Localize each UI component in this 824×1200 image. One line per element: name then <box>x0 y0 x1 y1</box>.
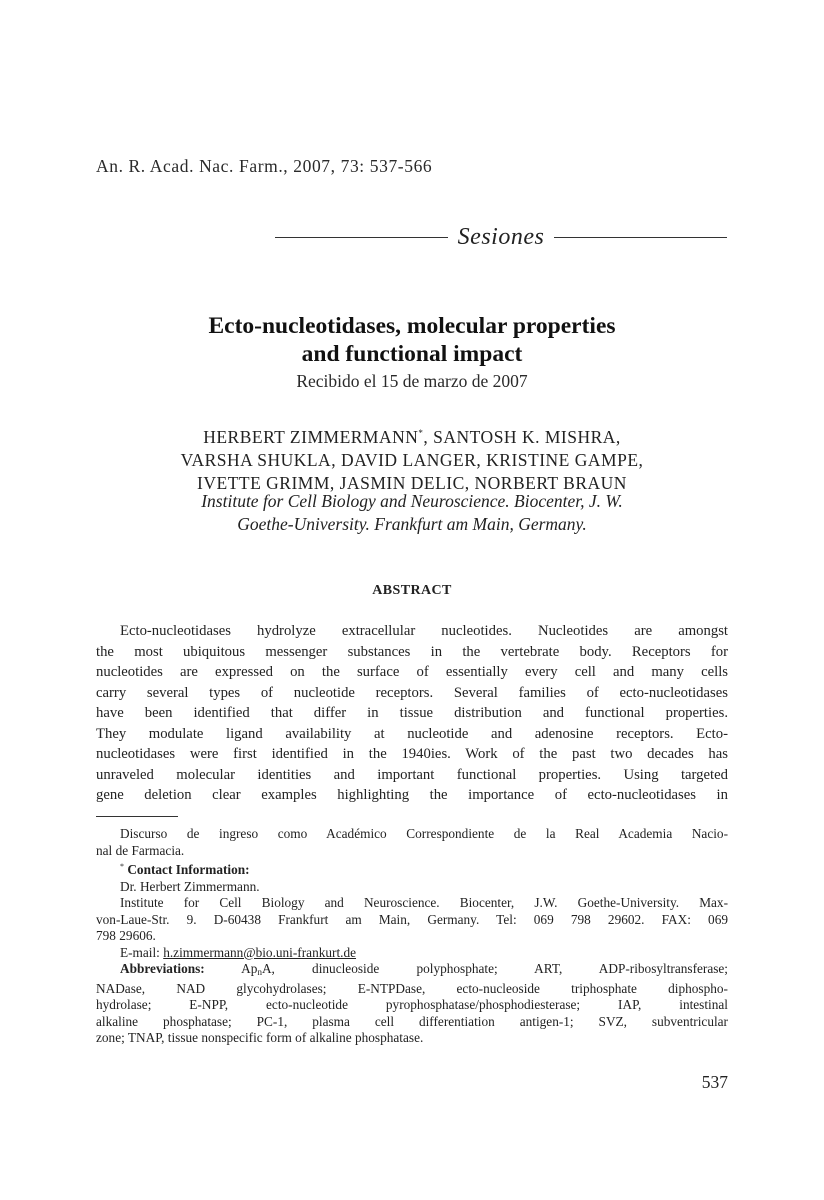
email-label: E-mail: <box>120 944 164 960</box>
footnote-address-line-1: Institute for Cell Biology and Neuroscience. Biocenter, J.W. Goethe-University. Max- <box>120 895 728 910</box>
abstract-line: unraveled molecular identities and important functional properties. Using targeted <box>96 766 728 783</box>
affiliation-line-2: Goethe-University. Frankfurt am Main, Germany. <box>237 514 587 534</box>
footnote-contact-heading <box>96 859 728 879</box>
footnote-abbrev-line-3: hydrolase; E-NPP, ecto-nucleotide pyrophosphatase/phosphodiesterase; IAP, intestinal <box>96 997 728 1012</box>
footnote-contact-name: Dr. Herbert Zimmermann. <box>120 878 260 894</box>
abstract-line: have been identified that differ in tissue distribution and functional properties. <box>96 705 728 721</box>
section-label: Sesiones <box>457 223 545 250</box>
author-first: HERBERT ZIMMERMANN <box>203 427 419 447</box>
contact-heading-text: Contact Information: <box>127 862 250 877</box>
authors-line-1 <box>96 422 728 449</box>
received-date: Recibido el 15 de marzo de 2007 <box>296 371 528 391</box>
affiliation-line-1: Institute for Cell Biology and Neuroscience. Biocenter, J. W. <box>201 491 623 511</box>
abstract-heading: ABSTRACT <box>372 583 452 598</box>
email-link[interactable]: h.zimmermann@bio.uni-frankurt.de <box>163 944 357 960</box>
author-asterisk: * <box>418 428 424 438</box>
abstract-line: nucleotides are expressed on the surface of essentially every cell and many cells <box>96 664 728 680</box>
section-header <box>275 222 727 252</box>
abstract-body <box>96 621 728 806</box>
footnote-abbrev-line-4: alkaline phosphatase; PC-1, plasma cell differentiation antigen-1; SVZ, subventricular <box>96 1013 728 1029</box>
article-title-block <box>96 312 728 392</box>
footnote-abbrev-line-2: NADase, NAD glycohydrolases; E-NTPDase, ecto-nucleoside triphosphate diphospho- <box>96 980 728 996</box>
affiliation <box>96 490 728 536</box>
authors-line-1-rest: , SANTOSH K. MISHRA, <box>423 427 621 447</box>
footnote-abbrev-line-5: zone; TNAP, tissue nonspecific form of alkaline phosphatase. <box>96 1030 424 1045</box>
abbrev-heading: Abbreviations: <box>120 961 205 976</box>
article-title-line-2: and functional impact <box>301 341 523 367</box>
footnote-discurso-line-1: Discurso de ingreso como Académico Correspondiente de la Real Academia Nacio- <box>120 826 728 841</box>
abstract-line: They modulate ligand availability at nucleotide and adenosine receptors. Ecto- <box>96 725 728 742</box>
abstract-line: nucleotidases were first identified in the 1940ies. Work of the past two decades has <box>96 746 728 762</box>
authors <box>96 422 728 495</box>
abbrev-ap: Ap <box>204 961 258 976</box>
authors-line-3: IVETTE GRIMM, JASMIN DELIC, NORBERT BRAUN <box>197 473 627 493</box>
footnote-divider <box>96 816 178 817</box>
authors-line-2: VARSHA SHUKLA, DAVID LANGER, KRISTINE GAMPE, <box>180 450 644 470</box>
abstract-line: gene deletion clear examples highlighting the importance of ecto-nucleotidases in <box>96 787 728 803</box>
section-rule-right <box>554 237 727 238</box>
page-number: 537 <box>701 1072 728 1092</box>
section-rule-left <box>275 237 448 238</box>
abstract-line: Ecto-nucleotidases hydrolyze extracellular nucleotides. Nucleotides are amongst <box>120 623 728 639</box>
footnote-abbrev-line-1 <box>96 961 728 981</box>
footnotes <box>96 826 728 1047</box>
journal-reference: An. R. Acad. Nac. Farm., 2007, 73: 537-566 <box>96 156 433 176</box>
footnote-discurso-line-2: nal de Farmacia. <box>96 842 185 858</box>
abstract-line: carry several types of nucleotide receptors. Several families of ecto-nucleotidases <box>96 684 728 701</box>
footnote-address-line-2: von-Laue-Str. 9. D-60438 Frankfurt am Main, Germany. Tel: 069 798 29602. FAX: 069 <box>96 911 728 927</box>
abbrev-ap-subscript: n <box>257 967 262 977</box>
article-title-line-1: Ecto-nucleotidases, molecular properties <box>208 313 616 339</box>
abbrev-line-1-rest: A, dinucleoside polyphosphate; ART, ADP-ribosyltransferase; <box>261 961 728 976</box>
footnote-address-line-3: 798 29606. <box>96 928 156 943</box>
contact-asterisk: * <box>120 862 124 871</box>
abstract-line: the most ubiquitous messenger substances in the vertebrate body. Receptors for <box>96 643 728 660</box>
footnote-email-line <box>96 945 728 962</box>
